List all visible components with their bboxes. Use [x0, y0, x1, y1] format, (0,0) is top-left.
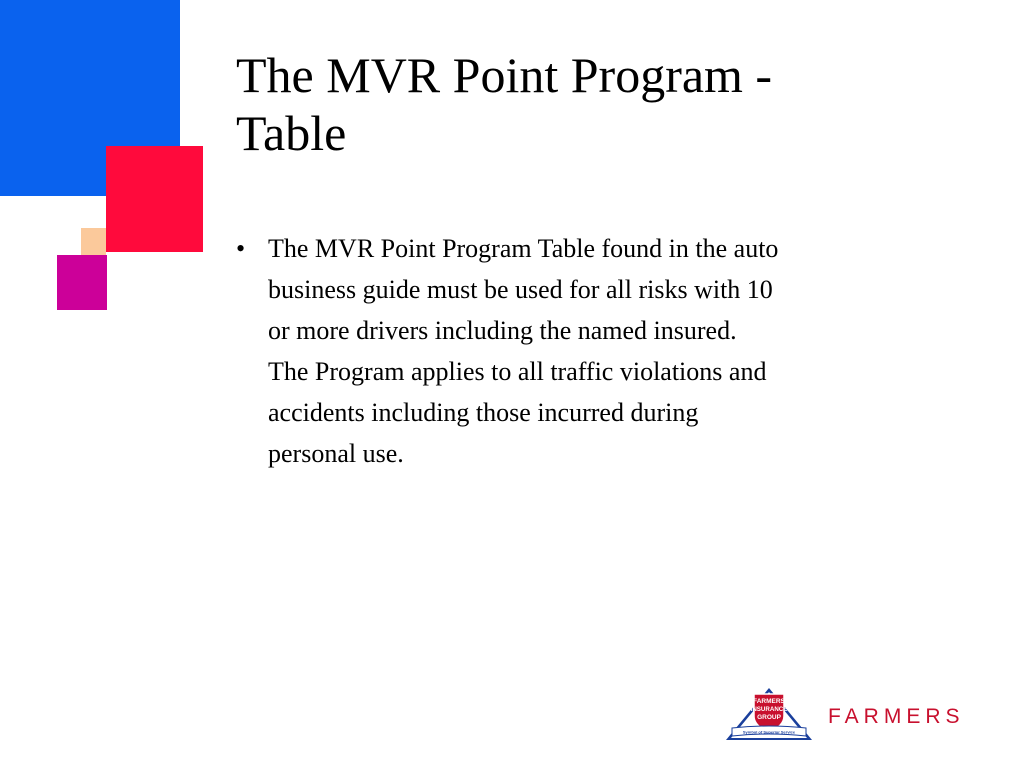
bullet-text-line: The Program applies to all traffic violations and [268, 357, 767, 386]
bullet-icon: • [236, 234, 246, 263]
farmers-wordmark: FARMERS [828, 705, 965, 728]
bullet-list [236, 228, 936, 474]
farmers-logo [724, 686, 984, 742]
decorative-red-square [106, 146, 203, 252]
bullet-text-line: personal use. [268, 439, 404, 468]
bullet-text-line: accidents including those incurred during [268, 398, 699, 427]
shield-line2: INSURANCE [750, 706, 788, 713]
slide-title-line2: Table [236, 105, 347, 161]
shield-line3: GROUP [757, 714, 781, 721]
slide-title [236, 46, 956, 162]
shield-line1: FARMERS [753, 698, 785, 705]
bullet-text-line: business guide must be used for all risks with 10 [268, 275, 773, 304]
shield-banner-text: Symbol of Superior Service [742, 729, 796, 735]
farmers-shield-icon [724, 686, 814, 742]
bullet-item [236, 228, 936, 474]
decorative-magenta-square [57, 255, 107, 310]
bullet-text-line: The MVR Point Program Table found in the auto [268, 234, 779, 263]
decorative-peach-square [81, 228, 106, 255]
slide-title-line1: The MVR Point Program - [236, 47, 773, 103]
bullet-text-line: or more drivers including the named insured. [268, 316, 737, 345]
